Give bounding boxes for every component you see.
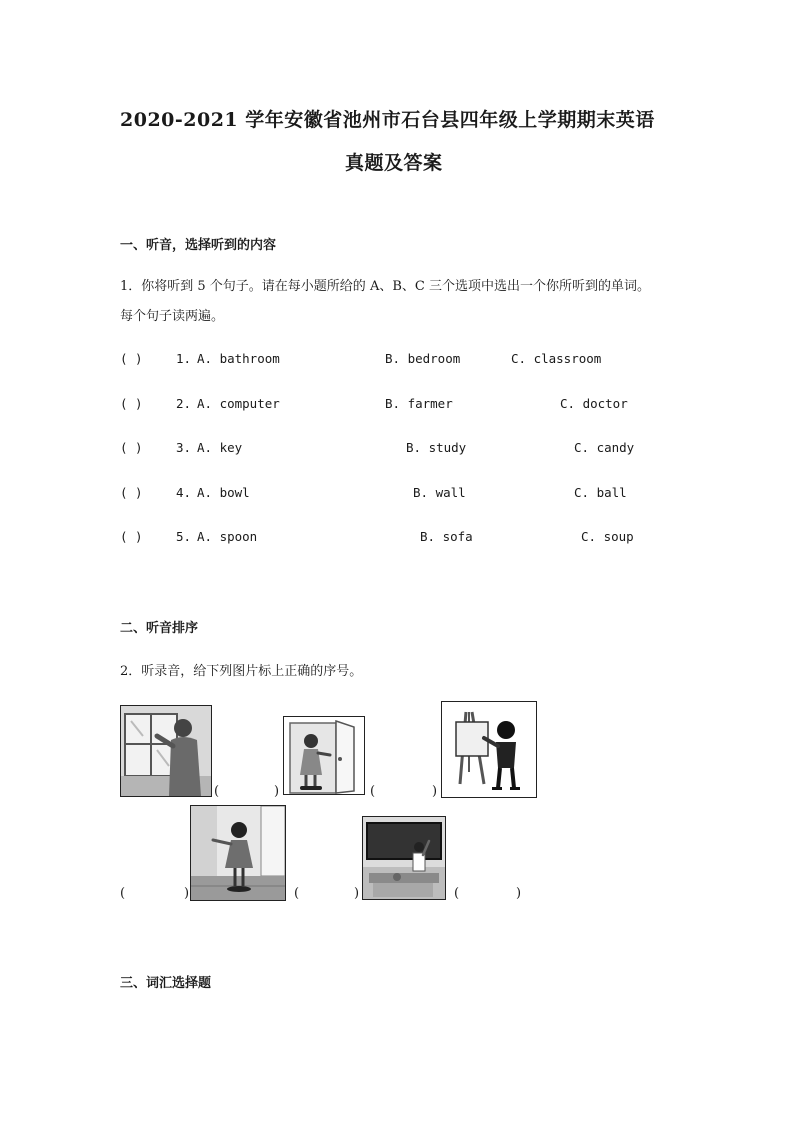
answer-paren-picture-1[interactable] [214, 784, 282, 800]
answer-paren[interactable]: ( ) [120, 396, 143, 411]
answer-paren[interactable]: ( ) [120, 440, 143, 455]
question-number: 5. [176, 529, 192, 544]
page-title-line2: 真题及答案 [345, 152, 443, 174]
question-number: 3. [176, 440, 192, 455]
paren-close: ) [432, 784, 438, 799]
paren-close: ) [184, 886, 190, 901]
option-a: A. computer [197, 396, 280, 411]
option-c: C. ball [574, 485, 627, 500]
question-number: 1. [176, 351, 192, 366]
ordering-instruction: 2．听录音，给下列图片标上正确的序号。 [120, 664, 363, 679]
option-c: C. candy [574, 440, 635, 455]
answer-paren-picture-5[interactable] [454, 886, 524, 902]
section-heading-listening: 一、听音，选择听到的内容 [120, 238, 277, 253]
window-cleaning-picture [120, 705, 212, 797]
paren-open: ( [294, 886, 300, 901]
paren-close: ) [274, 784, 280, 799]
option-b: B. sofa [420, 529, 473, 544]
option-a: A. bowl [197, 485, 250, 500]
section-heading-vocabulary: 三、词汇选择题 [120, 976, 212, 991]
girl-at-doorway-picture [190, 805, 286, 901]
section-heading-ordering: 二、听音排序 [120, 621, 199, 636]
question-number: 2. [176, 396, 192, 411]
answer-paren-picture-4[interactable] [294, 886, 362, 902]
answer-paren-picture-2[interactable] [370, 784, 440, 800]
option-a: A. spoon [197, 529, 258, 544]
option-c: C. soup [581, 529, 634, 544]
paren-open: ( [454, 886, 460, 901]
instruction-text: 1．你将听到 5 个句子。请在每小题所给的 A、B、C 三个选项中选出一个你所听到的单词。 [120, 279, 650, 294]
option-a: A. bathroom [197, 351, 280, 366]
option-b: B. farmer [385, 396, 453, 411]
option-b: B. wall [413, 485, 466, 500]
instruction-text-line2: 每个句子读两遍。 [120, 309, 225, 324]
classroom-blackboard-picture [362, 816, 446, 900]
answer-paren-picture-3[interactable] [120, 886, 190, 902]
boy-painting-easel-picture [441, 701, 537, 798]
paren-open: ( [370, 784, 376, 799]
option-c: C. doctor [560, 396, 628, 411]
option-b: B. bedroom [385, 351, 461, 366]
option-a: A. key [197, 440, 243, 455]
option-b: B. study [406, 440, 467, 455]
paren-open: ( [120, 886, 126, 901]
page-title: 2020-2021 学年安徽省池州市石台县四年级上学期期末英语 [120, 109, 655, 131]
answer-paren[interactable]: ( ) [120, 485, 143, 500]
girl-at-door-picture [283, 716, 365, 795]
answer-paren[interactable]: ( ) [120, 529, 143, 544]
paren-close: ) [516, 886, 522, 901]
option-c: C. classroom [511, 351, 602, 366]
paren-open: ( [214, 784, 220, 799]
paren-close: ) [354, 886, 360, 901]
question-number: 4. [176, 485, 192, 500]
answer-paren[interactable]: ( ) [120, 351, 143, 366]
